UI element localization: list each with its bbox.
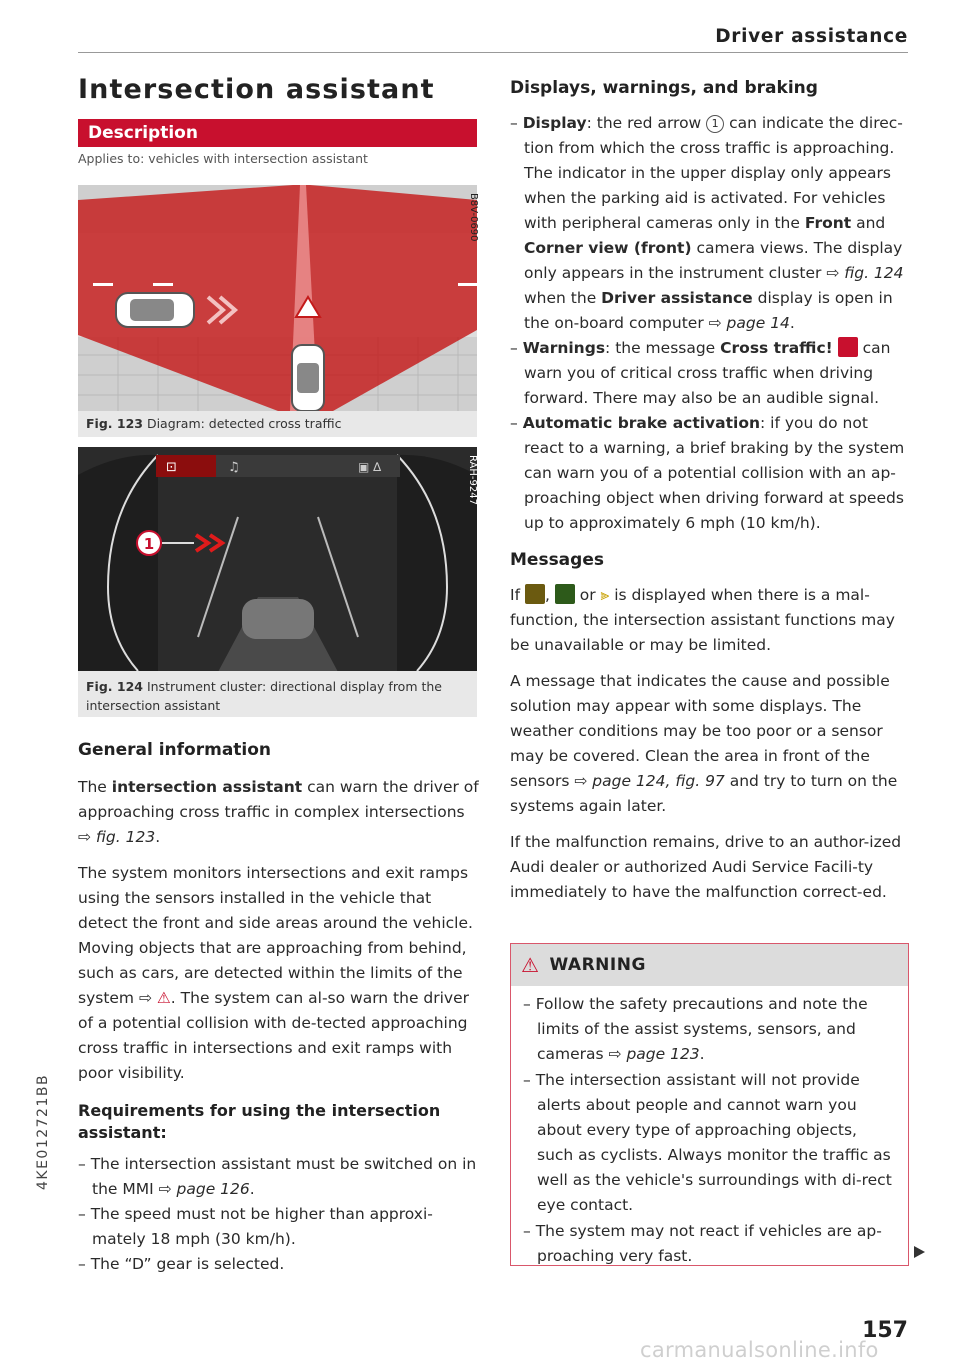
messages-heading: Messages [510,550,604,570]
messages-paragraph-1: If , or ⫸ is displayed when there is a mal-function, the intersection assistant functions may be unavailable or may be limited. [510,586,895,654]
svg-text:⊡: ⊡ [166,460,177,475]
callout-1-icon: 1 [706,115,724,133]
list-item: – Follow the safety precautions and note the limits of the assist systems, sensors, and cameras ⇨ page 123. [523,995,868,1063]
warning-header [511,944,908,986]
document-code: 4KE012721BB [35,1073,51,1190]
figure-123-diagram [78,185,477,411]
figure-124-number: Fig. 124 [86,679,143,694]
page-123-reference[interactable]: ⇨ page 123 [608,1045,700,1063]
displays-list [510,111,909,536]
warning-triangle-icon: ⚠ [521,953,540,977]
list-item: – The system may not react if vehicles are ap-proaching very fast. [523,1222,882,1265]
malfunction-yellow-icon [525,584,545,604]
watermark: carmanualsonline.info [640,1338,879,1362]
general-heading: General information [78,740,272,760]
warning-list [523,992,896,1269]
displays-heading: Displays, warnings, and braking [510,78,818,98]
list-item: – Display: the red arrow 1 can indicate the direc-tion from which the cross traffic is approaching. The indicator in the upper display only appears when the parking aid is activated. For vehicles with peripheral cameras only in the Front and Corner view (front) camera views. The display only appears in the instrument cluster ⇨ fig. 124 when the Driver assistance display is open in the on-board computer ⇨ page 14. [510,114,904,332]
list-item: – Automatic brake activation: if you do not react to a warning, a brief braking by the system can warn you of a potential collision with an ap-proaching object when driving forward at speeds up to approximately 6 mph (10 km/h). [510,414,905,532]
warning-title: WARNING [549,955,646,975]
list-item: – The speed must not be higher than approxi-mately 18 mph (30 km/h). [78,1205,433,1248]
description-bar: Description [78,119,477,147]
requirements-list [78,1152,480,1277]
messages-paragraph-2: A message that indicates the cause and possible solution may appear with some displays. The weather conditions may be too poor or a sensor may be covered. Clean the area in front of the sensors ⇨ page 124, fig. 97 and try to turn on the systems again later. [510,672,898,815]
page-14-reference[interactable]: ⇨ page 14 [708,314,790,332]
figure-123-text: Diagram: detected cross traffic [146,416,342,431]
left-column [78,738,480,1277]
svg-text:▣ ∆: ▣ ∆ [358,460,382,474]
figure-124-text: Instrument cluster: directional display from the intersection assistant [86,679,442,713]
malfunction-green-icon [555,584,575,604]
list-item: – The “D” gear is selected. [78,1255,285,1273]
general-paragraph-2: The system monitors intersections and exit ramps using the sensors installed in the vehicle that detect the front and side areas around the vehicle. Moving objects that are approaching from behind, such as cars, are detected within the limits of the system ⇨ ⚠. The system can al-so warn the driver of a potential collision with de-tected approaching cross traffic in intersections and exit ramps with poor visibility. [78,864,473,1082]
svg-text:♫: ♫ [228,460,240,475]
figure-123-code: B8V-0690 [468,193,479,242]
fig-123-reference[interactable]: ⇨ fig. 123 [78,828,156,846]
messages-paragraph-3: If the malfunction remains, drive to an author-ized Audi dealer or authorized Audi Service Facili-ty immediately to have the malfunction correct-ed. [510,833,902,901]
warning-body [511,986,908,1269]
continue-arrow-icon[interactable] [912,1244,926,1263]
figure-123-number: Fig. 123 [86,416,143,431]
list-item: – Warnings: the message Cross traffic! can warn you of critical cross traffic when driving forward. There may also be an audible signal. [510,339,891,407]
figure-124-code: RAH-9247 [467,455,478,505]
cross-traffic-warning-icon [838,337,858,357]
header-rule [78,52,908,53]
page-126-reference[interactable]: ⇨ page 126 [158,1180,250,1198]
chevron-malfunction-icon: ⫸ [600,586,610,604]
running-header: Driver assistance [715,26,908,47]
applies-to: Applies to: vehicles with intersection assistant [78,151,368,166]
figure-124-callout: 1 [143,535,155,553]
page-124-reference[interactable]: ⇨ page 124, fig. 97 [574,772,725,790]
list-item: – The intersection assistant will not provide alerts about people and cannot warn you about every type of approaching objects, such as cyclists. Always monitor the traffic as well as the vehicle's surroundings with di-rect eye contact. [523,1071,892,1214]
instrument-cluster-icon [78,447,477,671]
right-column [510,76,909,916]
warning-box [510,943,909,1266]
fig-124-reference[interactable]: ⇨ fig. 124 [826,264,904,282]
general-paragraph-1: The intersection assistant can warn the driver of approaching cross traffic in complex intersections ⇨ fig. 123. [78,778,479,846]
page-number: 157 [862,1318,908,1343]
warning-triangle-icon[interactable]: ⚠ [156,989,171,1007]
page-title: Intersection assistant [78,74,435,105]
requirements-heading: Requirements for using the intersection assistant: [78,1101,441,1142]
figure-124-caption [78,671,477,717]
list-item: – The intersection assistant must be switched on in the MMI ⇨ page 126. [78,1155,477,1198]
figure-123-caption [78,411,477,437]
cross-traffic-diagram-icon [78,185,477,411]
figure-124-cluster [78,447,477,671]
